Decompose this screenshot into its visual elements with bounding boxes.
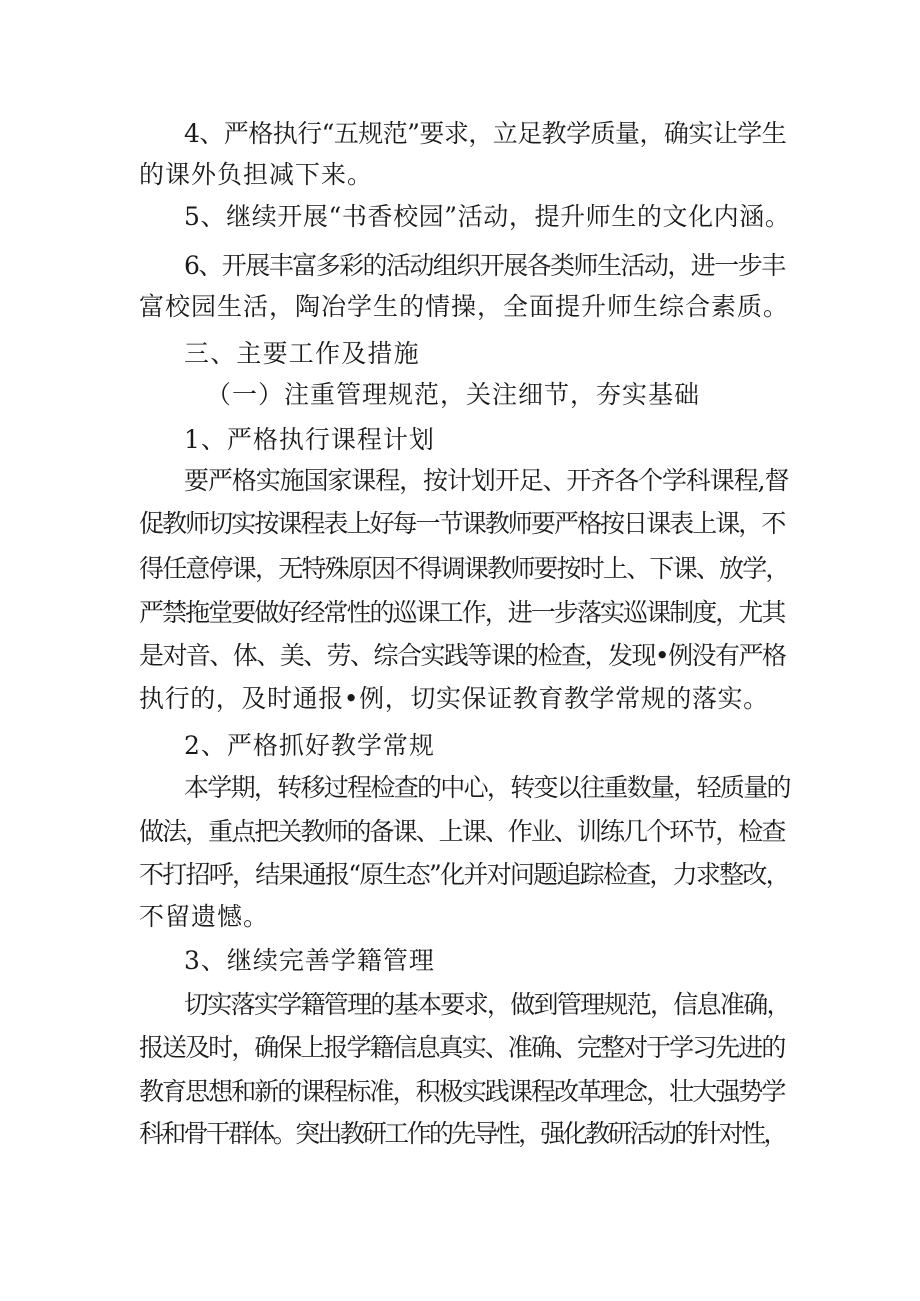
paragraph-line: 不打招呼，结果通报“原生态”化并对问题追踪检查，力求整改，	[139, 860, 789, 889]
section-heading: 三、主要工作及措施	[184, 339, 420, 368]
paragraph-line: 要严格实施国家课程，按计划开足、开齐各个学科课程,督	[184, 466, 789, 495]
paragraph-line: 做法，重点把关教师的备课、上课、作业、训练几个环节，检查	[139, 817, 785, 846]
paragraph-line: 的课外负担减下来。	[139, 160, 374, 189]
paragraph-line: 促教师切实按课程表上好每一节课教师要严格按日课表上课，不	[139, 509, 785, 538]
paragraph-line: 富校园生活，陶冶学生的情操，全面提升师生综合素质。	[139, 292, 790, 321]
paragraph-line: 科和骨干群体。突出教研工作的先导性，强化教研活动的针对性，	[139, 1119, 786, 1148]
paragraph-line: 6、开展丰富多彩的活动组织开展各类师生活动，进一步丰	[184, 251, 785, 280]
paragraph-line: 执行的，及时通报•例，切实保证教育教学常规的落实。	[139, 684, 769, 713]
paragraph-line: 是对音、体、美、劳、综合实践等课的检查，发现•例没有严格	[139, 641, 786, 670]
subsection-heading: （一）注重管理规范，关注细节，夯实基础	[206, 380, 701, 409]
paragraph-line: 5、继续开展“书香校园”活动，提升师生的文化内涵。	[184, 202, 791, 231]
item-heading: 3、继续完善学籍管理	[184, 946, 435, 975]
item-heading: 1、严格执行课程计划	[184, 425, 435, 454]
paragraph-line: 教育思想和新的课程标准，积极实践课程改革理念，壮大强势学	[139, 1077, 785, 1106]
paragraph-line: 报送及时，确保上报学籍信息真实、准确、完整对于学习先进的	[139, 1033, 785, 1062]
paragraph-line: 严禁拖堂要做好经常性的巡课工作，进一步落实巡课制度，尤其	[139, 598, 785, 627]
paragraph-line: 切实落实学籍管理的基本要求，做到管理规范，信息准确，	[184, 990, 790, 1019]
paragraph-line: 本学期，转移过程检查的中心，转变以往重数量，轻质量的	[184, 773, 790, 802]
paragraph-line: 得任意停课，无特殊原因不得调课教师要按时上、下课、放学，	[139, 554, 789, 583]
paragraph-line: 不留遗憾。	[139, 902, 270, 931]
item-heading: 2、严格抓好教学常规	[184, 731, 435, 760]
paragraph-line: 4、严格执行“五规范”要求，立足教学质量，确实让学生	[184, 119, 787, 148]
